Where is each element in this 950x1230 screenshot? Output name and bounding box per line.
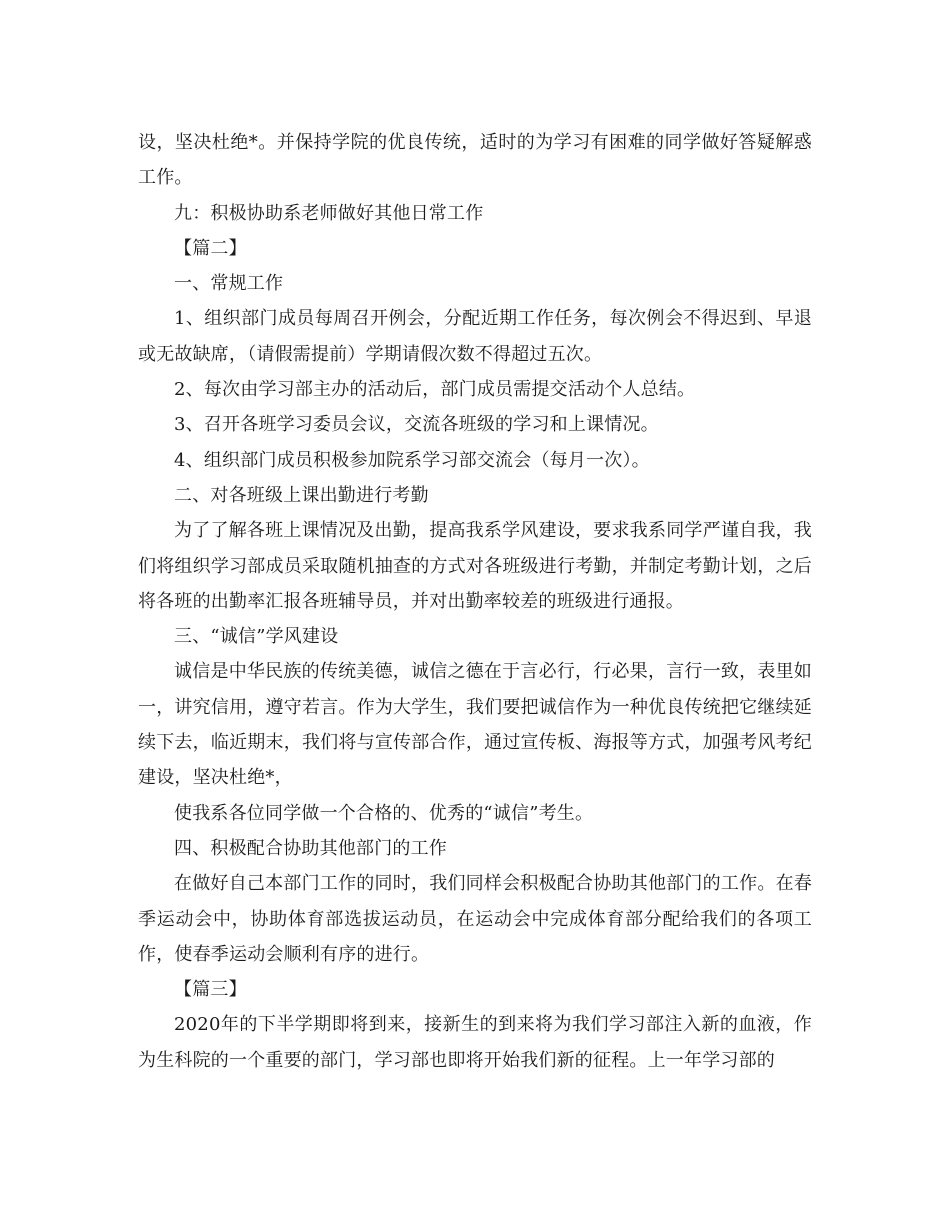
paragraph: 一、常规工作 <box>174 273 284 295</box>
paragraph: 2、每次由学习部主办的活动后，部门成员需提交活动个人总结。 <box>174 379 696 401</box>
paragraph: 设，坚决杜绝*。并保持学院的优良传统，适时的为学习有困难的同学做好答疑解惑工作。 <box>138 132 812 189</box>
document-body <box>138 125 812 1078</box>
paragraph: 2020年的下半学期即将到来，接新生的到来将为我们学习部注入新的血液，作为生科院的一个重要的部门，学习部也即将开始我们新的征程。上一年学习部的 <box>138 1014 812 1071</box>
paragraph: 1、组织部门成员每周召开例会，分配近期工作任务，每次例会不得迟到、早退或无故缺席，（请假需提前）学期请假次数不得超过五次。 <box>138 308 812 365</box>
paragraph: 3、召开各班学习委员会议，交流各班级的学习和上课情况。 <box>174 414 659 436</box>
paragraph: 二、对各班级上课出勤进行考勤 <box>174 484 429 506</box>
paragraph: 九：积极协助系老师做好其他日常工作 <box>174 202 484 224</box>
paragraph: 在做好自己本部门工作的同时，我们同样会积极配合协助其他部门的工作。在春季运动会中，协助体育部选拔运动员，在运动会中完成体育部分配给我们的各项工作，使春季运动会顺利有序的进行。 <box>138 873 812 965</box>
paragraph: 为了了解各班上课情况及出勤，提高我系学风建设，要求我系同学严谨自我，我们将组织学习部成员采取随机抽查的方式对各班级进行考勤，并制定考勤计划，之后将各班的出勤率汇报各班辅导员，并对出勤率较差的班级进行通报。 <box>138 520 812 612</box>
paragraph: 诚信是中华民族的传统美德，诚信之德在于言必行，行必果，言行一致，表里如一，讲究信用，遵守若言。作为大学生，我们要把诚信作为一种优良传统把它继续延续下去，临近期末，我们将与宣传部合作，通过宣传板、海报等方式，加强考风考纪建设，坚决杜绝*， <box>138 661 812 789</box>
section-heading: 【篇三】 <box>174 979 247 1001</box>
section-heading: 【篇二】 <box>174 237 247 259</box>
paragraph: 三、“诚信”学风建设 <box>174 626 339 648</box>
paragraph: 四、积极配合协助其他部门的工作 <box>174 837 447 859</box>
paragraph: 使我系各位同学做一个合格的、优秀的“诚信”考生。 <box>174 802 594 824</box>
paragraph: 4、组织部门成员积极参加院系学习部交流会（每月一次）。 <box>174 449 650 471</box>
